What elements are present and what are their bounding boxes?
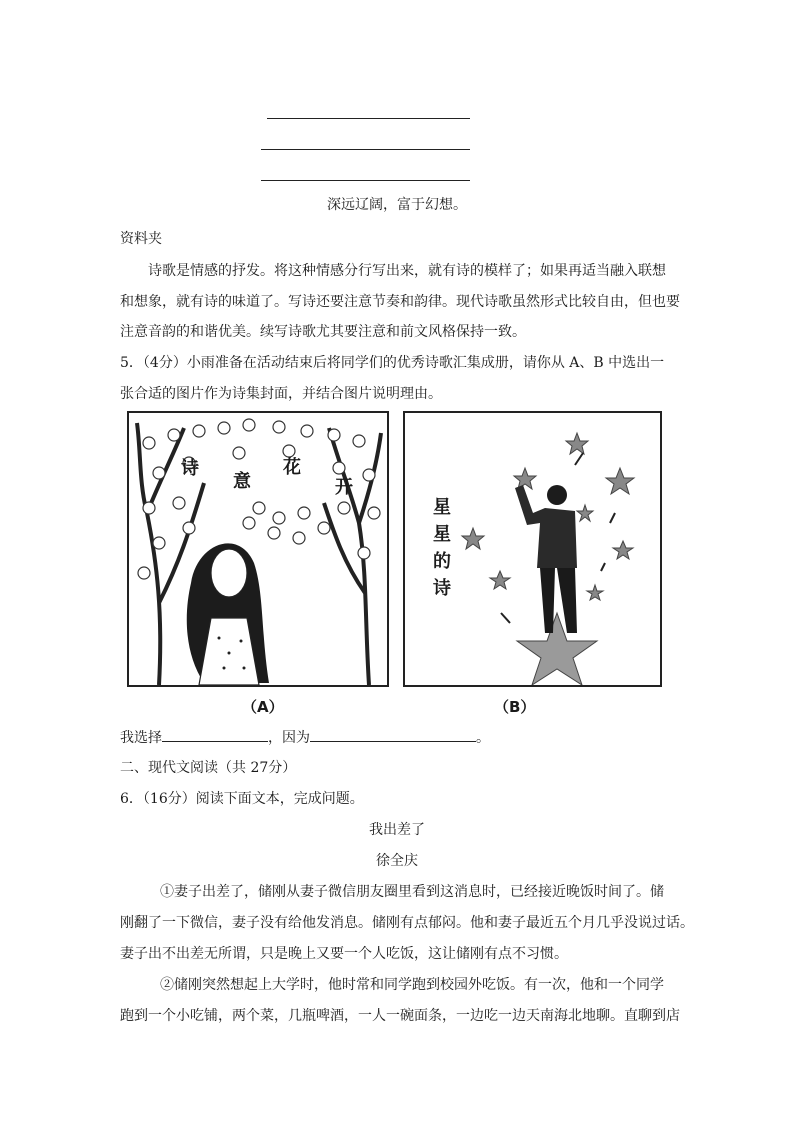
image-a-title-char-4: 开 (335, 477, 353, 498)
image-a-title-char-1: 诗 (181, 458, 199, 479)
image-a-title-char-3: 花 (283, 457, 301, 478)
image-b-title-char-4: 诗 (433, 578, 451, 599)
image-a[interactable] (127, 411, 389, 687)
article-line-1: ①妻子出差了，储刚从妻子微信朋友圈里看到这消息时，已经接近晚饭时间了。储 (160, 884, 664, 900)
image-a-title-char-2: 意 (233, 471, 251, 492)
image-b-caption: （B） (494, 698, 536, 716)
poem-tail: 深远辽阔，富于幻想。 (327, 197, 467, 213)
ref-line-2: 和想象，就有诗的味道了。写诗还要注意节奏和韵律。现代诗歌虽然形式比较自由，但也要 (120, 294, 680, 310)
ref-heading: 资料夹 (120, 231, 162, 247)
answer-prefix: 我选择 (120, 730, 162, 746)
q5-line-2: 张合适的图片作为诗集封面，并结合图片说明理由。 (120, 386, 442, 402)
answer-mid: ，因为 (268, 730, 310, 746)
q5-line-1: 5．（4分）小雨准备在活动结束后将同学们的优秀诗歌汇集成册，请你从 A、B 中选出一 (120, 355, 665, 371)
q5-answer-line (120, 727, 490, 748)
article-line-3: 妻子出不出差无所谓，只是晚上又要一个人吃饭，这让储刚有点不习惯。 (120, 946, 568, 962)
article-title: 我出差了 (369, 822, 425, 838)
q6-instruction: 6．（16分）阅读下面文本，完成问题。 (120, 791, 364, 807)
answer-end: 。 (476, 730, 490, 746)
article-line-4: ②储刚突然想起上大学时，他时常和同学跑到校园外吃饭。有一次，他和一个同学 (160, 977, 664, 993)
image-b-title-char-2: 星 (433, 524, 451, 545)
article-line-2: 刚翻了一下微信，妻子没有给他发消息。储刚有点郁闷。他和妻子最近五个月几乎没说过话。 (120, 915, 694, 931)
article-line-5: 跑到一个小吃铺，两个菜，几瓶啤酒，一人一碗面条，一边吃一边天南海北地聊。直聊到店 (120, 1008, 680, 1024)
image-b-title-char-1: 星 (433, 497, 451, 518)
image-b-title-char-3: 的 (433, 551, 451, 572)
image-a-caption: （A） (242, 698, 284, 716)
answer-line-1[interactable] (267, 118, 470, 119)
cherry-blossom-girl-illustration (129, 413, 387, 685)
choice-blank[interactable] (162, 727, 268, 742)
image-b[interactable] (403, 411, 662, 687)
answer-line-3[interactable] (261, 180, 470, 181)
ref-line-3: 注意音韵的和谐优美。续写诗歌尤其要注意和前文风格保持一致。 (120, 324, 526, 340)
reason-blank[interactable] (310, 727, 476, 742)
article-author: 徐全庆 (376, 853, 418, 869)
section-heading: 二、现代文阅读（共 27分） (120, 760, 297, 776)
answer-line-2[interactable] (261, 149, 470, 150)
ref-line-1: 诗歌是情感的抒发。将这种情感分行写出来，就有诗的模样了；如果再适当融入联想 (148, 263, 666, 279)
